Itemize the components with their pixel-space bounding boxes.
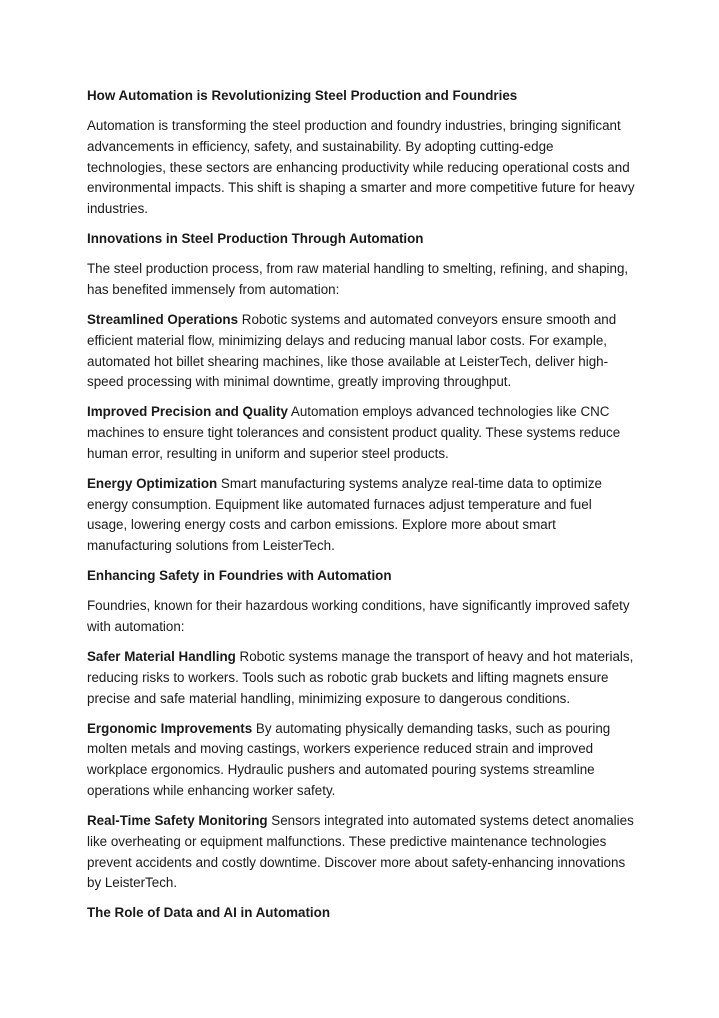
lead-streamlined-operations: Streamlined Operations: [87, 311, 239, 327]
lead-ergonomic-improvements: Ergonomic Improvements: [87, 720, 253, 736]
section-intro-innovations: The steel production process, from raw material handling to smelting, refining, and shaping, has benefited immensely from automation:: [87, 261, 629, 297]
intro-paragraph: Automation is transforming the steel production and foundry industries, bringing significant advancements in efficiency, safety, and sustainability. By adopting cutting-edge technologies, these sectors are enhancing productivity while reducing operational costs and environmental impacts. This shift is shaping a smarter and more competitive future for heavy industries.: [87, 117, 635, 217]
paragraph-improved-precision: [87, 402, 635, 464]
body-real-time-safety-monitoring: Sensors integrated into automated systems detect anomalies like overheating or equipment malfunctions. These predictive maintenance technologies prevent accidents and costly downtime. Discover more about safety-enhancing innovations by LeisterTech.: [87, 812, 634, 891]
paragraph-energy-optimization: [87, 474, 635, 557]
section-heading-safety: Enhancing Safety in Foundries with Automation: [87, 568, 392, 584]
lead-energy-optimization: Energy Optimization: [87, 475, 218, 491]
document-title: How Automation is Revolutionizing Steel Production and Foundries: [87, 88, 518, 103]
lead-safer-material-handling: Safer Material Handling: [87, 649, 236, 665]
lead-improved-precision: Improved Precision and Quality: [87, 404, 288, 420]
lead-real-time-safety-monitoring: Real-Time Safety Monitoring: [87, 812, 268, 828]
section-heading-innovations: Innovations in Steel Production Through Automation: [87, 231, 424, 247]
paragraph-streamlined-operations: [87, 310, 635, 393]
body-improved-precision: Automation employs advanced technologies like CNC machines to ensure tight tolerances and consistent product quality. These systems reduce human error, resulting in uniform and superior steel products.: [87, 404, 621, 461]
paragraph-real-time-safety-monitoring: [87, 811, 635, 894]
paragraph-ergonomic-improvements: [87, 719, 635, 802]
body-energy-optimization: Smart manufacturing systems analyze real-time data to optimize energy consumption. Equipment like automated furnaces adjust temperature and fuel usage, lowering energy costs and carbon emissions. Explore more about smart manufacturing solutions from LeisterTech.: [87, 475, 602, 554]
body-streamlined-operations: Robotic systems and automated conveyors ensure smooth and efficient material flow, minimizing delays and reducing manual labor costs. For example, automated hot billet shearing machines, like those available at LeisterTech, deliver high-speed processing with minimal downtime, greatly improving throughput.: [87, 311, 617, 390]
section-heading-data-ai: The Role of Data and AI in Automation: [87, 905, 331, 921]
body-safer-material-handling: Robotic systems manage the transport of heavy and hot materials, reducing risks to workers. Tools such as robotic grab buckets and lifting magnets ensure precise and safe material handling, minimizing exposure to dangerous conditions.: [87, 649, 634, 706]
section-intro-safety: Foundries, known for their hazardous working conditions, have significantly improved safety with automation:: [87, 598, 630, 635]
paragraph-safer-material-handling: [87, 647, 635, 709]
document-page: [87, 86, 635, 933]
body-ergonomic-improvements: By automating physically demanding tasks, such as pouring molten metals and moving castings, workers experience reduced strain and improved workplace ergonomics. Hydraulic pushers and automated pouring systems streamline operations while enhancing worker safety.: [87, 720, 611, 798]
